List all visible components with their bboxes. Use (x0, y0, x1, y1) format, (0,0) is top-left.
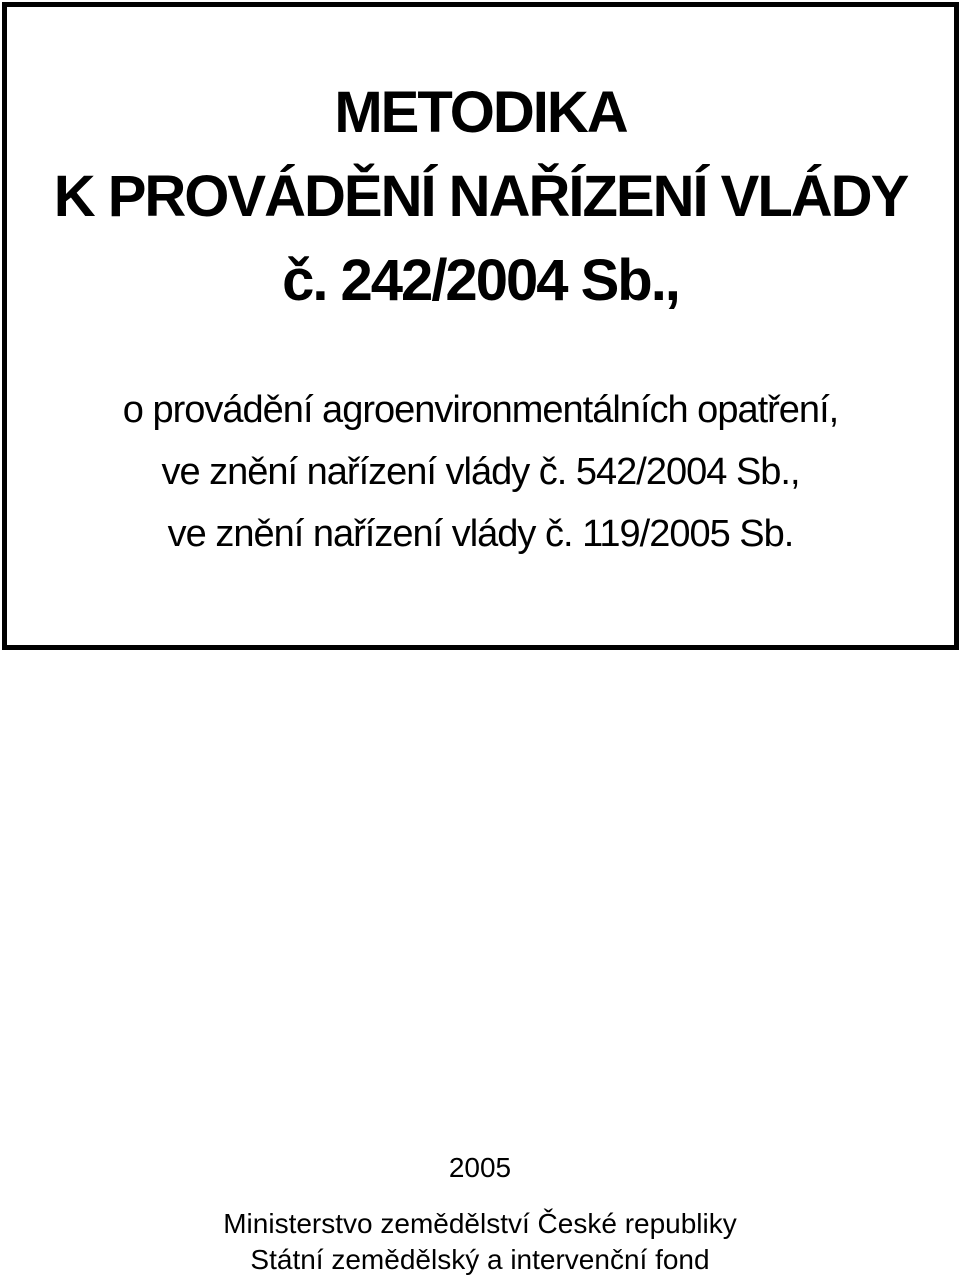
publisher-fund: Státní zemědělský a intervenční fond (250, 1244, 710, 1275)
title-line-1: METODIKA (334, 80, 627, 145)
publication-year: 2005 (448, 1152, 512, 1183)
footer (0, 1148, 960, 1278)
title-box (2, 2, 959, 650)
subtitle-line-3: ve znění nařízení vlády č. 119/2005 Sb. (167, 513, 794, 555)
document-title (7, 71, 954, 323)
title-line-3: č. 242/2004 Sb., (282, 248, 679, 313)
publisher-ministry: Ministerstvo zemědělství České republiky (223, 1208, 737, 1239)
document-subtitle (7, 379, 954, 565)
subtitle-line-1: o provádění agroenvironmentálních opatření, (122, 389, 839, 431)
title-line-2: K PROVÁDĚNÍ NAŘÍZENÍ VLÁDY (53, 164, 908, 229)
subtitle-line-2: ve znění nařízení vlády č. 542/2004 Sb., (161, 451, 800, 493)
